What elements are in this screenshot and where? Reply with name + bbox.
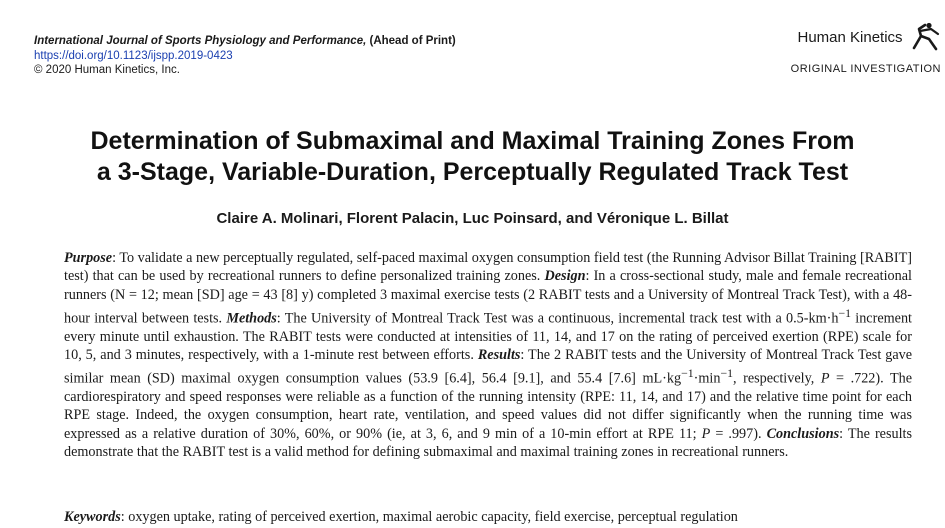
publisher-brand bbox=[721, 22, 941, 75]
human-kinetics-logo-icon bbox=[911, 22, 941, 57]
p-value-symbol-2: P bbox=[701, 425, 711, 442]
keywords-heading: Keywords bbox=[64, 509, 121, 525]
abstract bbox=[64, 249, 912, 461]
methods-superscript: −1 bbox=[838, 305, 852, 320]
purpose-text: : To validate a new perceptually regulated, self-paced maximal oxygen consumption field test (the Running Advisor Billat Training [RABIT] test) that can be used by recreational runners to define personalized training zones. bbox=[64, 250, 912, 285]
p-value-symbol-1: P bbox=[820, 370, 830, 387]
design-text: : In a cross-sectional study, male and female recreational runners (N = 12; mean [SD] age = 43 [8] y) completed 3 maximal exercise tests (2 RABIT tests and a University of Montreal Track Test), with a 48-hour interval between tests. bbox=[64, 268, 912, 327]
purpose-heading: Purpose bbox=[64, 250, 113, 266]
doi-link[interactable]: https://doi.org/10.1123/ijspp.2019-0423 bbox=[34, 49, 233, 62]
publisher-name: Human Kinetics bbox=[797, 29, 903, 46]
conclusions-heading: Conclusions bbox=[766, 425, 840, 442]
methods-heading: Methods bbox=[226, 310, 277, 327]
results-text-cont: , respectively, bbox=[733, 370, 821, 387]
copyright-notice: © 2020 Human Kinetics, Inc. bbox=[34, 64, 180, 76]
title-line-2: a 3-Stage, Variable-Duration, Perceptually Regulated Track Test bbox=[96, 158, 849, 186]
results-text-cont-3: = .997). bbox=[710, 425, 767, 442]
methods-text-cont: increment every minute until exhaustion. The RABIT tests were conducted at intensities of 11, 14, and 17 on the rating of perceived exertion (RPE) scale for 10, 5, and 3 minutes, respectively, with a 1-minute rest between efforts. bbox=[64, 310, 912, 363]
article-section-label: ORIGINAL INVESTIGATION bbox=[790, 63, 941, 75]
conclusions-text: : The results demonstrate that the RABIT test is a valid method for defining submaximal and maximal training zones in recreational runners. bbox=[64, 425, 912, 460]
author-list: Claire A. Molinari, Florent Palacin, Luc Poinsard, and Véronique L. Billat bbox=[216, 210, 729, 227]
methods-text: : The University of Montreal Track Test was a continuous, incremental track test with a 0.5-km·h bbox=[276, 310, 839, 327]
results-heading: Results bbox=[477, 346, 521, 363]
journal-header bbox=[34, 34, 456, 78]
keywords bbox=[64, 508, 924, 526]
design-heading: Design bbox=[544, 268, 586, 285]
keywords-text: : oxygen uptake, rating of perceived exertion, maximal aerobic capacity, field exercise, perceptual regulation bbox=[120, 509, 738, 525]
results-text: : The 2 RABIT tests and the University of Montreal Track Test gave similar mean (SD) maximal oxygen consumption values (53.9 [6.4], 56.4 [9.1], and 55.4 [7.6] mL·kg bbox=[64, 346, 913, 387]
results-superscript-1: −1 bbox=[681, 366, 694, 381]
journal-citation bbox=[34, 34, 456, 49]
results-text-cont-2: = .722). The cardiorespiratory and speed responses were reliable as a function of the running intensity (RPE: 11, 14, and 17) and the relative time point for each RPE stage. Indeed, the oxygen consumption, heart rate, ventilation, and speed values did not differ significantly when the running time was expressed as a relative duration of 30%, 60%, or 90% (ie, at 3, 6, and 9 min of a 10-min effort at RPE 11; bbox=[64, 370, 912, 442]
publication-status: (Ahead of Print) bbox=[369, 35, 456, 47]
article-title bbox=[20, 126, 925, 188]
results-unit: ·min bbox=[693, 370, 721, 387]
results-superscript-2: −1 bbox=[720, 366, 734, 381]
journal-name: International Journal of Sports Physiology and Performance, bbox=[34, 35, 367, 47]
title-line-1: Determination of Submaximal and Maximal Training Zones From bbox=[90, 127, 855, 155]
